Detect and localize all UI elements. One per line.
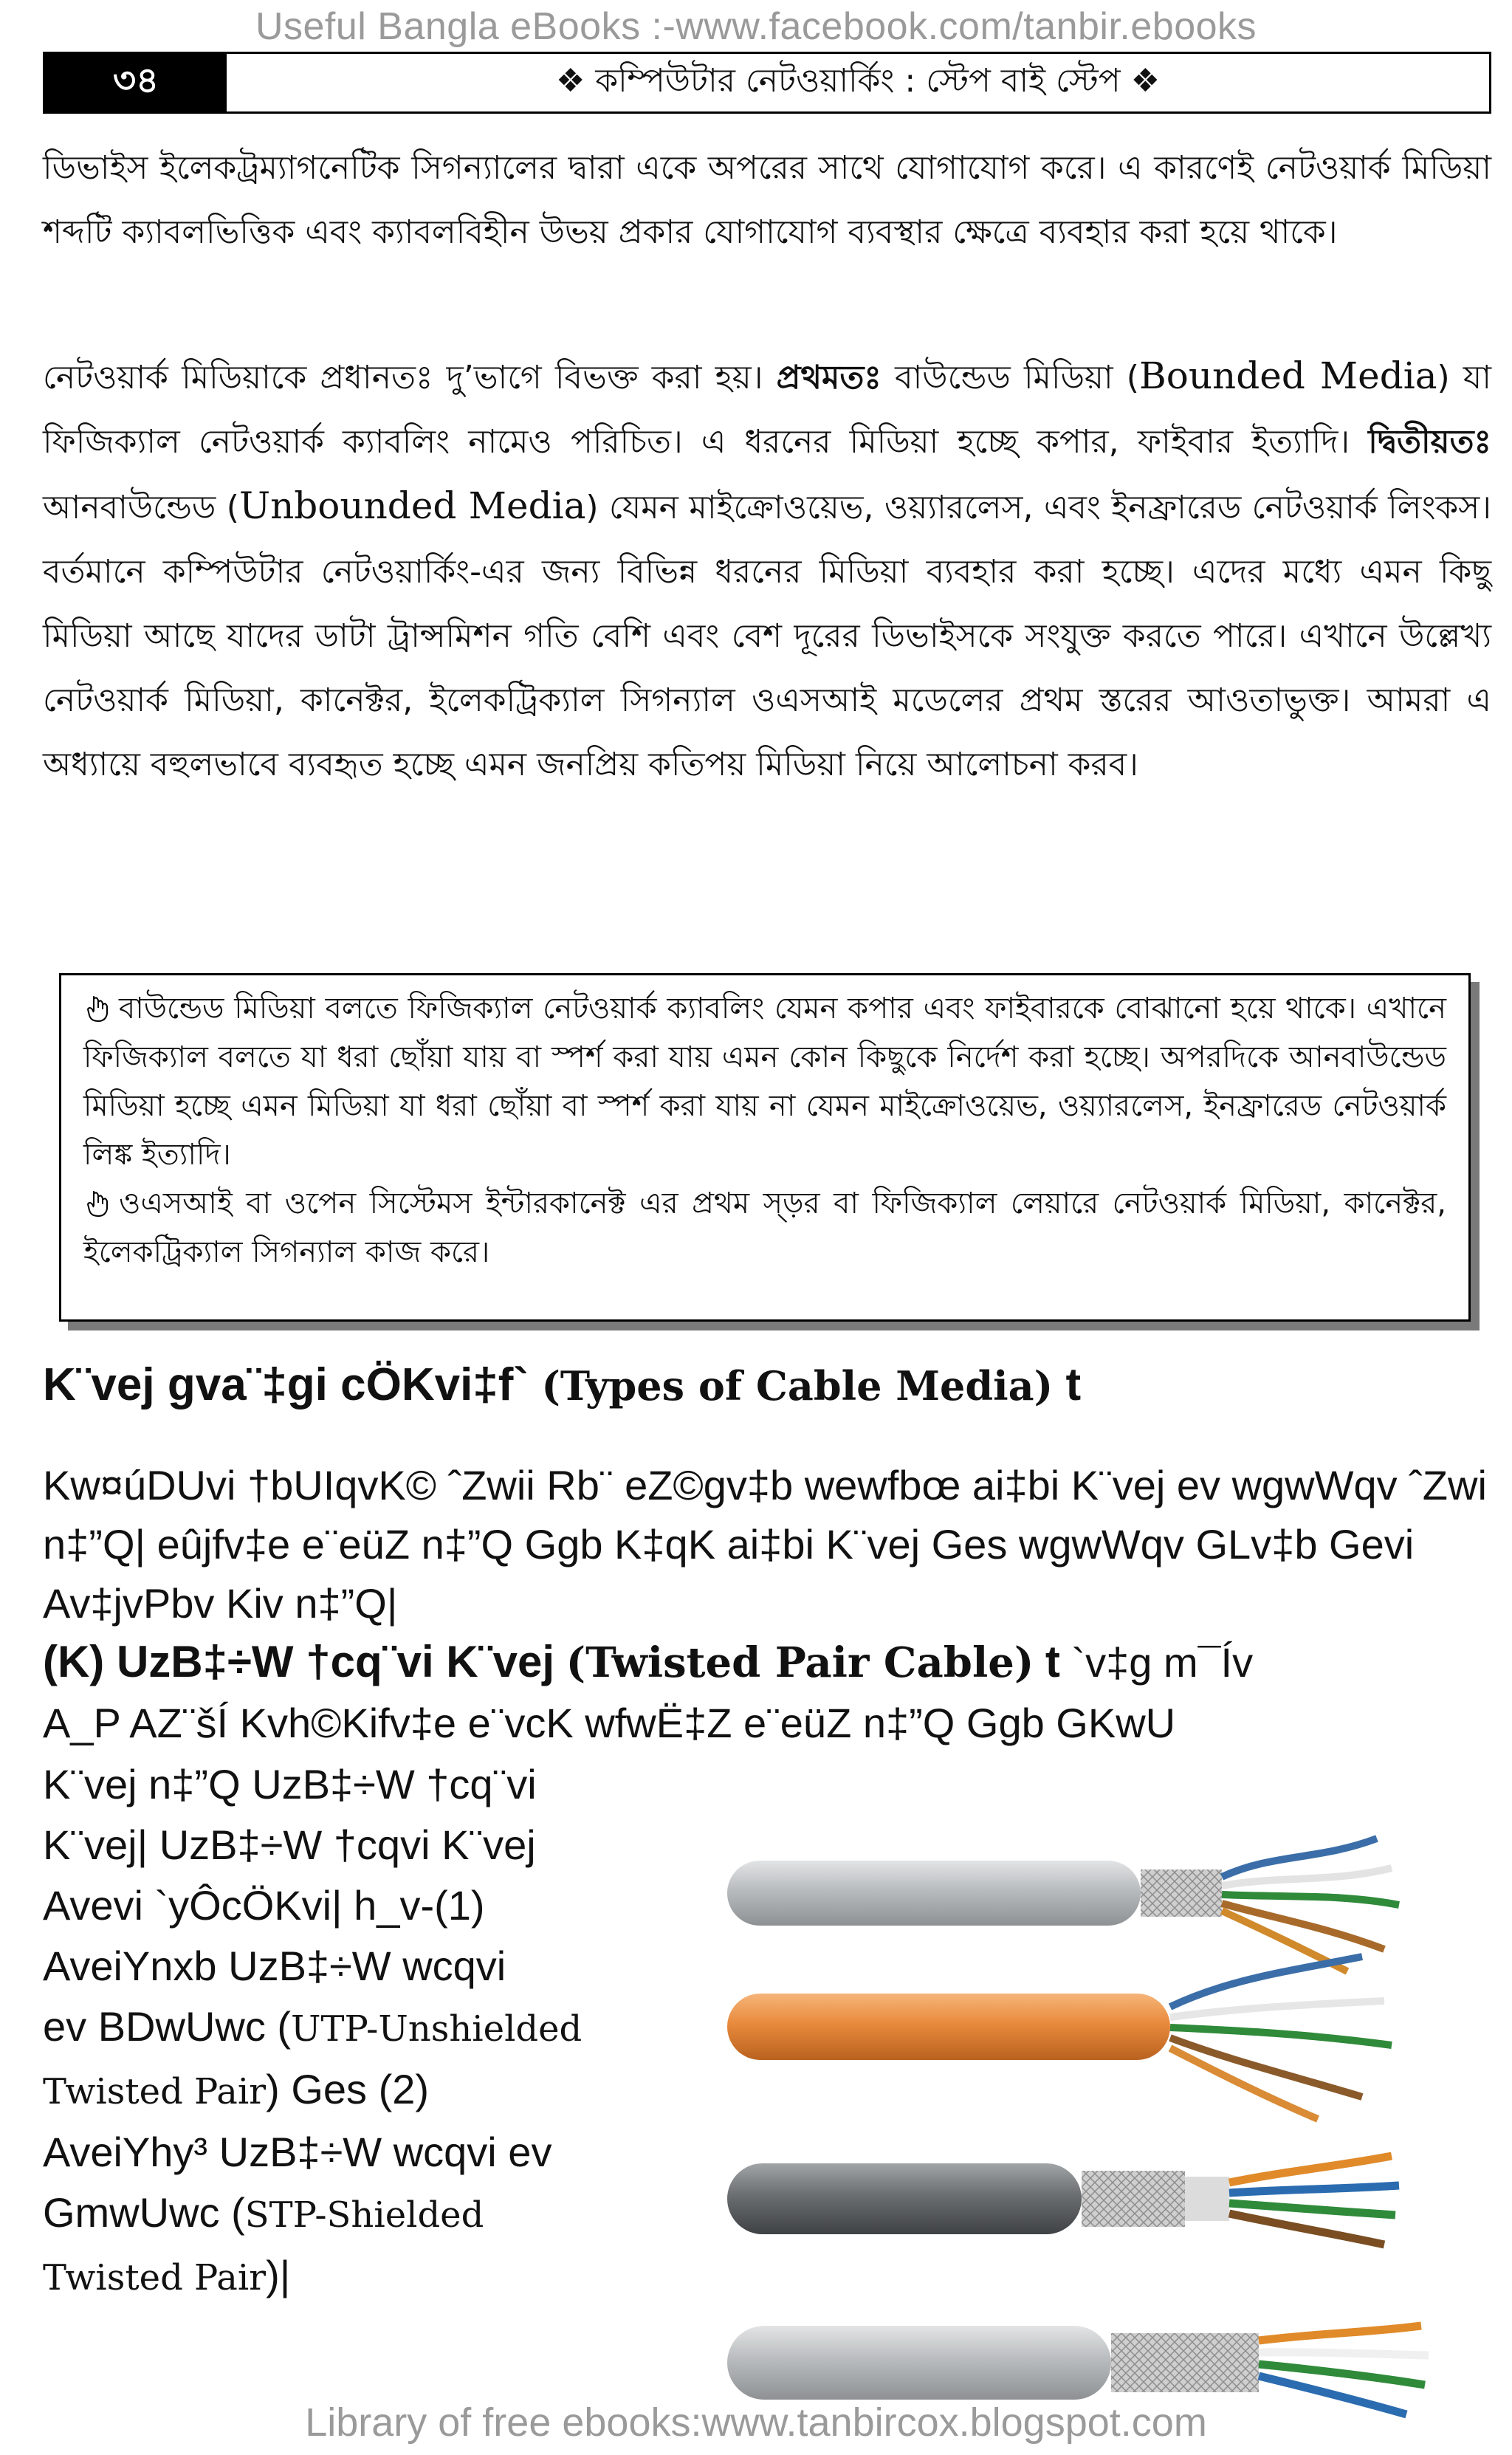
note-item-2: [83, 1179, 1446, 1277]
desc-line-4: AveiYnxb UzB‡÷W wcqvi: [43, 1943, 506, 1989]
note-item-1: [83, 984, 1446, 1179]
p2-bold-second: দ্বিতীয়তঃ: [1368, 423, 1491, 461]
note-item-1-text: বাউন্ডেড মিডিয়া বলতে ফিজিক্যাল নেটওয়ার্ক ক্যাবলিং যেমন কপার এবং ফাইবারকে বোঝানো হয়ে থাকে। এখানে ফিজিক্যাল বলতে যা ধরা ছোঁয়া যায় বা স্পর্শ করা যায় এমন কোন কিছুকে নির্দেশ করা হচ্ছে। অপরদিকে আনবাউন্ডেড মিডিয়া হচ্ছে এমন মিডিয়া যা ধরা ছোঁয়া বা স্পর্শ করা যায় না যেমন মাইক্রোওয়েভ, ওয়্যারলেস, ইনফ্রারেড নেটওয়ার্ক লিঙ্ক ইত্যাদি।: [83, 992, 1446, 1172]
note-box: [59, 973, 1471, 1322]
bottom-watermark: Library of free ebooks:www.tanbircox.blogspot.com: [305, 2400, 1207, 2445]
cable-gray-utp: [727, 1838, 1399, 1971]
desc-line-9a: Twisted Pair: [43, 2257, 267, 2298]
desc-line-5b: UTP-Unshielded: [291, 2008, 583, 2050]
twisted-pair-description: [43, 1754, 707, 2308]
p2-bold-first: প্রথমতঃ: [776, 359, 882, 396]
desc-line-7: AveiYhy³ UzB‡÷W wcqvi ev: [43, 2129, 552, 2175]
top-watermark: Useful Bangla eBooks :-www.facebook.com/tanbir.ebooks: [255, 5, 1257, 48]
subheading-tail: t: [1045, 1637, 1060, 1686]
paragraph-media-types: [43, 344, 1491, 797]
desc-line-6a: Twisted Pair: [43, 2071, 267, 2112]
p2-text-1: নেটওয়ার্ক মিডিয়াকে প্রধানতঃ দু’ভাগে বিভক্ত করা হয়।: [43, 359, 763, 396]
heading-tail: t: [1065, 1359, 1082, 1410]
twisted-pair-subheading: [43, 1632, 1491, 1754]
pointing-hand-icon: [83, 1188, 113, 1218]
desc-line-1: K¨vej n‡”Q UzB‡÷W †cq¨vi: [43, 1761, 537, 1807]
desc-line-5a: ev BDwUwc (: [43, 2003, 292, 2050]
subheading-garbled: (K) UzB‡÷W †cq¨vi K¨vej: [43, 1637, 555, 1686]
p2-text-2: বাউন্ডেড মিডিয়া (: [895, 359, 1139, 396]
paragraph-intro: ডিভাইস ইলেকট্রম্যাগনেটিক সিগন্যালের দ্বারা একে অপরের সাথে যোগাযোগ করে। এ কারণেই নেটওয়ার্ক মিডিয়া শব্দটি ক্যাবলভিত্তিক এবং ক্যাবলবিহীন উভয় প্রকার যোগাযোগ ব্যবস্থার ক্ষেত্রে ব্যবহার করা হয়ে থাকে।: [43, 149, 1491, 251]
twisted-pair-cables-figure: [727, 1824, 1480, 2455]
garbled-paragraph: Kw¤úDUvi †bUIqvK© ˆZwii Rb¨ eZ©gv‡b wewfbœ ai‡bi K¨vej ev wgwWqv ˆZwi n‡”Q| eûjfv‡e e¨eüZ n‡”Q Ggb K‡qK ai‡bi K¨vej Ges wgwWqv GLv‡b Gevi Av‡jvPbv Kiv n‡”Q|: [43, 1462, 1487, 1627]
desc-line-8a: GmwUwc (: [43, 2189, 245, 2236]
p2-text-4: আনবাউন্ডেড (: [43, 489, 239, 526]
page-header: [43, 52, 1491, 114]
p2-text-5: ) যেমন মাইক্রোওয়েভ, ওয়্যারলেস, এবং ইনফ্রারেড নেটওয়ার্ক লিংকস। বর্তমানে কম্পিউটার নেটওয়ার্কিং-এর জন্য বিভিন্ন ধরনের মিডিয়া ব্যবহার করা হচ্ছে। এদের মধ্যে এমন কিছু মিডিয়া আছে যাদের ডাটা ট্রান্সমিশন গতি বেশি এবং বেশ দূরের ডিভাইসকে সংযুক্ত করতে পারে। এখানে উল্লেখ্য নেটওয়ার্ক মিডিয়া, কানেক্টর, ইলেকট্রিক্যাল সিগন্যাল ওএসআই মডেলের প্রথম স্তরের আওতাভুক্ত। আমরা এ অধ্যায়ে বহুলভাবে ব্যবহৃত হচ্ছে এমন জনপ্রিয় কতিপয় মিডিয়া নিয়ে আলোচনা করব।: [43, 489, 1491, 783]
heading-garbled: K¨vej gva¨‡gi cÖKvi‡f`: [43, 1359, 529, 1410]
subheading-text-1: `v‡g m¯Ív: [1071, 1639, 1254, 1686]
desc-line-6b: ) Ges (2): [266, 2066, 430, 2112]
desc-line-8b: STP-Shielded: [244, 2194, 484, 2236]
cable-dark-stp: [727, 2156, 1399, 2245]
heading-english: (Types of Cable Media): [541, 1362, 1054, 1410]
desc-line-9b: )|: [266, 2252, 291, 2298]
p2-english-bounded: Bounded Media: [1138, 354, 1437, 397]
subheading-text-2: A_P AZ¨šÍ Kvh©Kifv‡e e¨vcK wfwË‡Z e¨eüZ n‡”Q Ggb GKwU: [43, 1700, 1176, 1746]
book-title: ❖ কম্পিউটার নেটওয়ার্কিং : স্টেপ বাই স্টেপ ❖: [555, 61, 1161, 100]
page-number: ৩৪: [45, 54, 227, 111]
section-heading: [43, 1359, 1081, 1411]
p2-english-unbounded: Unbounded Media: [238, 484, 586, 527]
desc-line-3: Avevi `yÔcÖKvi| h_v-(1): [43, 1882, 485, 1929]
pointing-hand-icon: [83, 993, 113, 1023]
subheading-english: (Twisted Pair Cable): [566, 1638, 1034, 1687]
p2-text-3: ) যা ফিজিক্যাল নেটওয়ার্ক ক্যাবলিং নামেও পরিচিত। এ ধরনের মিডিয়া হচ্ছে কপার, ফাইবার ইত্যাদি।: [43, 359, 1491, 461]
desc-line-2: K¨vej| UzB‡÷W †cqvi K¨vej: [43, 1821, 536, 1868]
cable-orange-utp: [727, 1957, 1392, 2119]
note-item-2-text: ওএসআই বা ওপেন সিস্টেমস ইন্টারকানেক্ট এর প্রথম স্ড়র বা ফিজিক্যাল লেয়ারে নেটওয়ার্ক মিডিয়া, কানেক্টর, ইলেকট্রিক্যাল সিগন্যাল কাজ করে।: [83, 1187, 1446, 1269]
